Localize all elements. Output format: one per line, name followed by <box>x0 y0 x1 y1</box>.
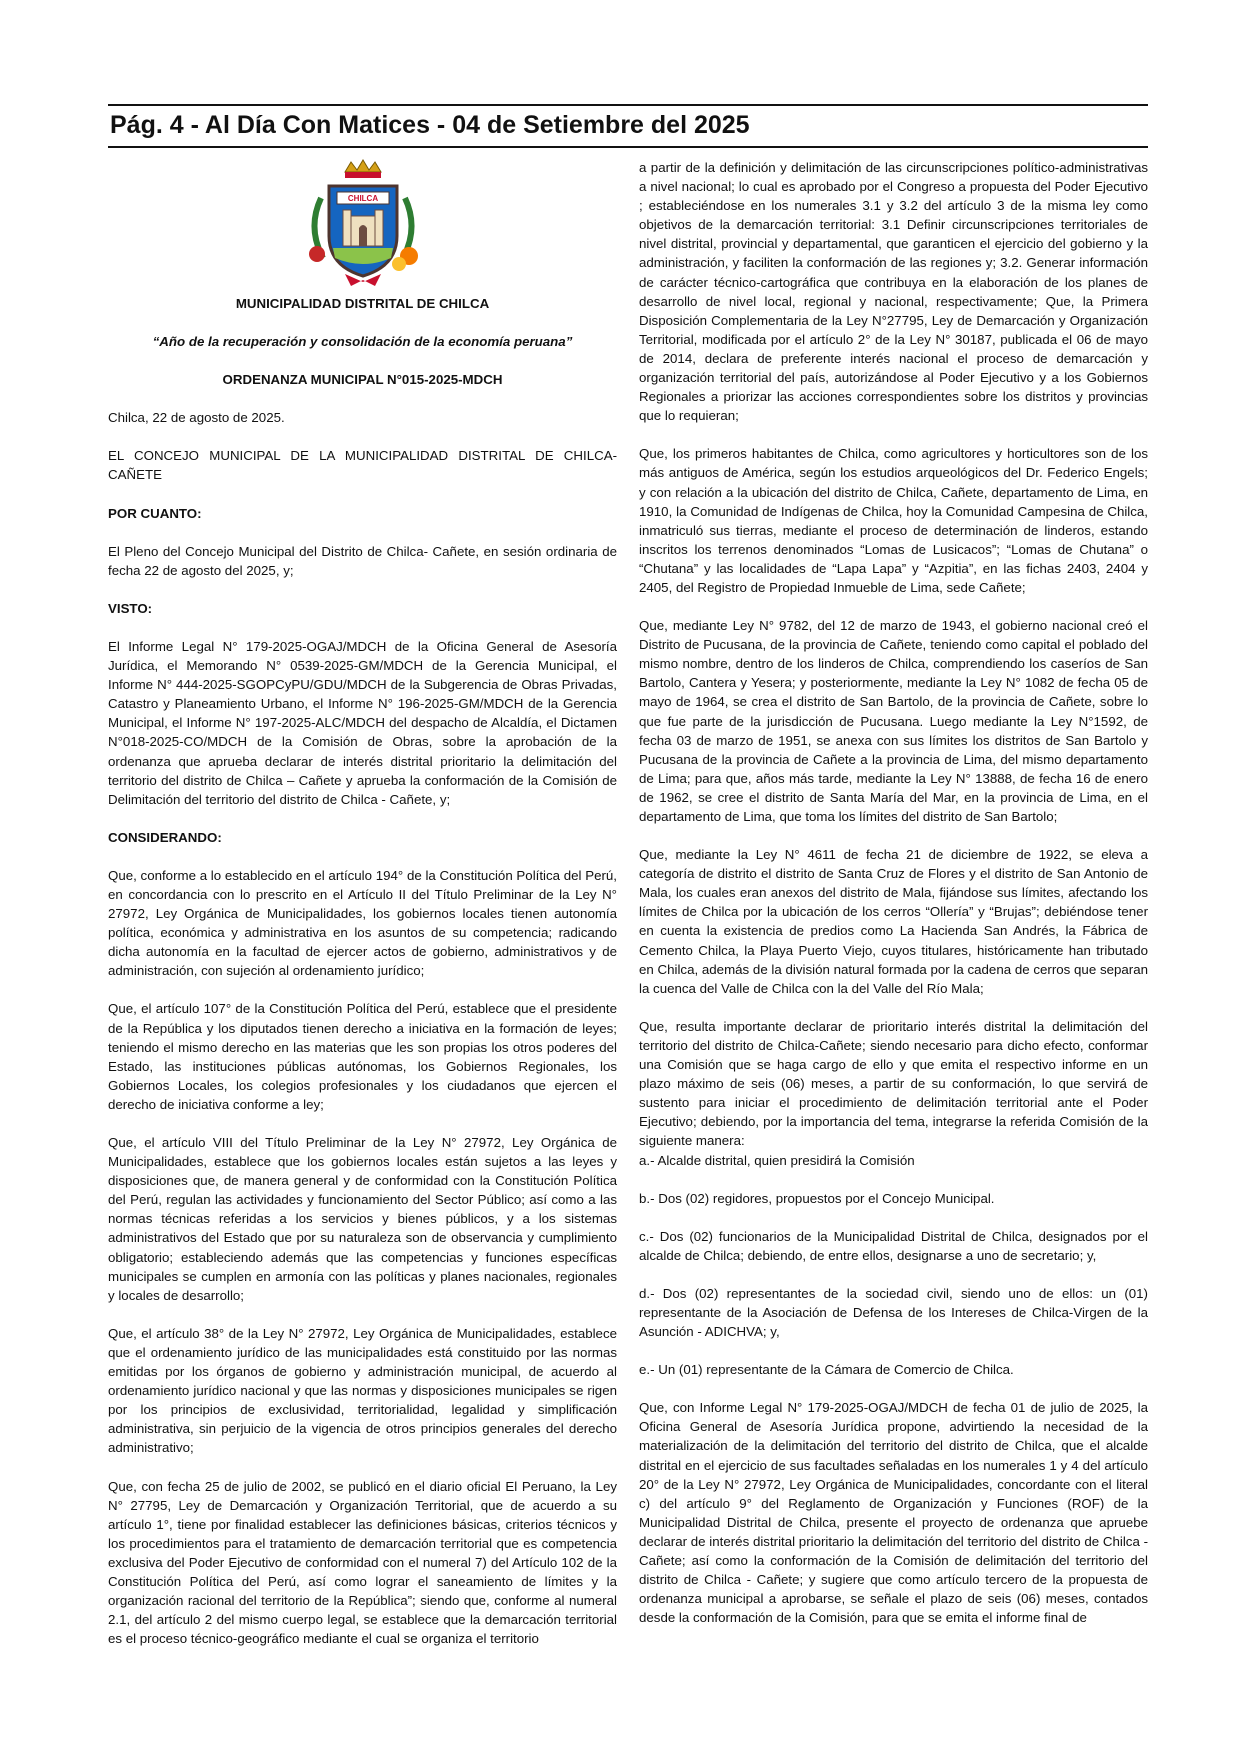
paragraph: Que, conforme a lo establecido en el artículo 194° de la Constitución Política del Perú, en concordancia con lo prescrito en el Artículo II del Título Preliminar de la Ley N° 27972, Ley Orgánica de Municipalidades, los gobiernos locales tienen autonomía política, económica y administrativa en los asuntos de su competencia; radicando dicha autonomía en la facultad de ejercer actos de gobierno, administrativos y de administración, con sujeción al ordenamiento jurídico; <box>108 867 617 979</box>
visto-heading: VISTO: <box>108 600 153 616</box>
list-item: d.- Dos (02) representantes de la sociedad civil, siendo uno de ellos: un (01) representante de la Asociación de Defensa de los Intereses de Chilca-Virgen de la Asunción - ADICHVA; y, <box>639 1285 1148 1340</box>
por-cuanto-text: El Pleno del Concejo Municipal del Distrito de Chilca- Cañete, en sesión ordinaria de fecha 22 de agosto del 2025, y; <box>108 543 617 578</box>
commission-intro: Que, resulta importante declarar de prioritario interés distrital la delimitación del territorio del distrito de Chilca-Cañete; siendo necesario para dicho efecto, conformar una Comisión que se haga cargo de ello y que emita el respectivo informe en un plazo máximo de seis (06) meses, a partir de su conformación, lo que servirá de sustento para iniciar el procedimiento de delimitación territorial ante el Poder Ejecutivo; debiendo, por la importancia del tema, integrarse la referida Comisión de la siguiente manera: <box>639 1018 1148 1149</box>
page-title: Pág. 4 - Al Día Con Matices - 04 de Setiembre del 2025 <box>110 111 750 139</box>
paragraph: Que, los primeros habitantes de Chilca, como agricultores y horticultores son de los más antiguos de América, según los estudios arqueológicos del Dr. Federico Engels; y con relación a la ubicación del distrito de Chilca, Cañete, departamento de Lima, en 1910, la Comunidad de Indígenas de Chilca, hoy la Comunidad Campesina de Chilca, inmatriculó sus tierras, mediante el proceso de determinación de linderos, estando inscritos los terrenos denominados “Lomas de Lusicacos”; “Lomas de Chutana” o “Chutana” y las localidades de “Lapa Lapa” y “Azpitia”, en las fichas 2403, 2404 y 2405, del Registro de Propiedad Inmueble de Lima, sede Cañete; <box>639 446 1148 595</box>
svg-text:CHILCA: CHILCA <box>347 194 378 203</box>
visto-text: El Informe Legal N° 179-2025-OGAJ/MDCH de la Oficina General de Asesoría Jurídica, el Memorando N° 0539-2025-GM/MDCH de la Gerencia Municipal, el Informe N° 444-2025-SGOPCyPU/GDU/MDCH de la Subgerencia de Obras Privadas, Catastro y Planeamiento Urbano, el Informe N° 196-2025-GM/MDCH de la Gerencia Municipal, el Informe N° 197-2025-ALC/MDCH del despacho de Alcaldía, el Dictamen N°018-2025-CO/MDCH de la Comisión de Obras, sobre la aprobación de la ordenanza que aprueba declarar de interés distrital prioritario la delimitación del territorio del distrito de Chilca – Cañete y aprueba la conformación de la Comisión de Delimitación del territorio del distrito de Chilca - Cañete, y; <box>108 638 617 807</box>
left-column <box>108 158 617 1648</box>
ordinance-number: ORDENANZA MUNICIPAL N°015-2025-MDCH <box>222 372 503 388</box>
paragraph: Que, con Informe Legal N° 179-2025-OGAJ/MDCH de fecha 01 de julio de 2025, la Oficina General de Asesoría Jurídica propone, advirtiendo la necesidad de la materialización de la delimitación del territorio del distrito de Chilca, que el alcalde distrital en el ejercicio de sus facultades señaladas en los numerales 1 y 4 del artículo 20° de la Ley N° 27972, Ley Orgánica de Municipalidades, concordante con el literal c) del artículo 9° del Reglamento de Organización y Funciones (ROF) de la Municipalidad Distrital de Chilca, presente el proyecto de ordenanza que apruebe declarar de interés distrital prioritario la delimitación del territorio del distrito de Chilca - Cañete; así como la conformación de la Comisión de delimitación del territorio del distrito de Chilca - Cañete; y sugiere que como artículo tercero de la propuesta de ordenanza municipal a aprobarse, se señale el plazo de seis (06) meses, contados desde la conformación de la Comisión, para que se emita el informe final de <box>639 1400 1148 1626</box>
considerando-heading: CONSIDERANDO: <box>108 829 222 845</box>
motto: “Año de la recuperación y consolidación de la economía peruana” <box>152 334 573 350</box>
council-line: EL CONCEJO MUNICIPAL DE LA MUNICIPALIDAD DISTRITAL DE CHILCA-CAÑETE <box>108 448 617 483</box>
list-item: c.- Dos (02) funcionarios de la Municipalidad Distrital de Chilca, designados por el alcalde de Chilca; debiendo, de entre ellos, designarse a uno de secretario; y, <box>639 1228 1148 1263</box>
right-column <box>639 158 1148 1627</box>
paragraph: Que, el artículo VIII del Título Preliminar de la Ley N° 27972, Ley Orgánica de Municipalidades, establece que los gobiernos locales están sujetos a las leyes y disposiciones que, de manera general y de conformidad con la Constitución Política del Perú, regulan las actividades y funcionamiento del Sector Público; así como a las normas técnicas referidas a los servicios y bienes públicos, y a los sistemas administrativos del Estado que por su naturaleza son de observancia y cumplimiento obligatorio; estableciendo además que las competencias y funciones específicas municipales se cumplen en armonía con las políticas y planes nacionales, regionales y locales de desarrollo; <box>108 1135 617 1303</box>
date-line: Chilca, 22 de agosto de 2025. <box>108 410 285 426</box>
page-header <box>108 104 1148 148</box>
list-item: b.- Dos (02) regidores, propuestos por el Concejo Municipal. <box>639 1190 995 1206</box>
paragraph: Que, con fecha 25 de julio de 2002, se publicó en el diario oficial El Peruano, la Ley N° 27795, Ley de Demarcación y Organización Territorial, que de acuerdo a su artículo 1°, tiene por finalidad establecer las definiciones básicas, criterios técnicos y los procedimientos para el tratamiento de demarcación territorial que es competencia exclusiva del Poder Ejecutivo de conformidad con el numeral 7) del Artículo 102 de la Constitución Política del Perú, así como lograr el saneamiento de límites y la organización racional del territorio de la República”; siendo que, conforme al numeral 2.1, del artículo 2 del mismo cuerpo legal, se establece que la demarcación territorial es el proceso técnico-geográfico mediante el cual se organiza el territorio <box>108 1478 617 1647</box>
paragraph: Que, el artículo 107° de la Constitución Política del Perú, establece que el presidente de la República y los diputados tienen derecho a iniciativa en la formación de leyes; teniendo el mismo derecho en las materias que les son propias los otros poderes del Estado, las instituciones públicas autónomas, los Gobiernos Regionales, los Gobiernos Locales, los colegios profesionales y los ciudadanos que ejercen el derecho de iniciativa conforme a ley; <box>108 1001 617 1112</box>
paragraph: a partir de la definición y delimitación de las circunscripciones político-administrativas a nivel nacional; lo cual es aprobado por el Congreso a propuesta del Poder Ejecutivo ; estableciéndose en los numerales 3.1 y 3.2 del artículo 3 de la misma ley como objetivos de la demarcación territorial: 3.1 Definir circunscripciones territoriales de nivel distrital, provincial y departamental, que garanticen el ejercicio del gobierno y la administración, y faciliten la conformación de las regiones y; 3.2. Generar información de carácter técnico-cartográfica que contribuya en la elaboración de los planes de desarrollo de nivel local, regional y nacional, respectivamente; Que, la Primera Disposición Complementaria de la Ley N°27795, Ley de Demarcación y Organización Territorial, modificada por el artículo 2° de la Ley N° 30187, publicada el 06 de mayo de 2014, declara de preferente interés nacional el proceso de demarcación y organización territorial del país, autorizándose al Poder Ejecutivo y a los Gobiernos Regionales a priorizar las acciones correspondientes sobre los distritos y provincias que lo requieran; <box>639 160 1148 424</box>
paragraph: Que, mediante Ley N° 9782, del 12 de marzo de 1943, el gobierno nacional creó el Distrito de Pucusana, de la provincia de Cañete, teniendo como capital el poblado del mismo nombre, dentro de los linderos de Chilca, comprendiendo los caseríos de San Bartolo, Cantera y Yesera; y posteriormente, mediante la Ley N° 1082 de fecha 05 de mayo de 1964, se crea el distrito de San Bartolo, de la provincia de Cañete, sobre lo que fue parte de la jurisdicción de Pucusana. Luego mediante la Ley N°1592, de fecha 03 de marzo de 1951, se anexa con sus límites los distritos de San Bartolo y Pucusana de la provincia de Cañete a la provincia de Lima, del mismo departamento de Lima; para que, años más tarde, mediante la Ley N° 13888, de fecha 16 de enero de 1962, se cree el distrito de Santa María del Mar, en la provincia de Lima, en el departamento de Lima, que toma los límites del distrito de San Bartolo; <box>639 618 1148 824</box>
paragraph: Que, el artículo 38° de la Ley N° 27972, Ley Orgánica de Municipalidades, establece que el ordenamiento jurídico de las municipalidades está constituido por las normas emitidas por los órganos de gobierno y administración municipal, de acuerdo al ordenamiento jurídico nacional y que las normas y disposiciones municipales se rigen por los principios de exclusividad, territorialidad, legalidad y simplificación administrativa, sin perjuicio de la vigencia de otros principios generales del derecho administrativo; <box>108 1325 617 1456</box>
por-cuanto-heading: POR CUANTO: <box>108 505 202 521</box>
municipal-crest-icon <box>293 158 433 288</box>
paragraph: Que, mediante la Ley N° 4611 de fecha 21 de diciembre de 1922, se eleva a categoría de distrito el distrito de Santa Cruz de Flores y el distrito de San Antonio de Mala, los cuales eran anexos del distrito de Mala, fijándose sus límites, afectando los límites de Chilca por la ubicación de los cerros “Ollería” y “Brujas”; debiéndose tener en cuenta la existencia de predios como La Hacienda San Andrés, la Fábrica de Cemento Chilca, la Playa Puerto Viejo, cuyos titulares, históricamente han tributado en Chilca, además de la división natural formada por la cadena de cerros que separan la cuenca del Valle de Chilca con la del Valle del Río Mala; <box>639 847 1148 996</box>
org-name: MUNICIPALIDAD DISTRITAL DE CHILCA <box>235 296 490 311</box>
list-item: a.- Alcalde distrital, quien presidirá la Comisión <box>639 1152 915 1168</box>
list-item: e.- Un (01) representante de la Cámara de Comercio de Chilca. <box>639 1362 1014 1378</box>
